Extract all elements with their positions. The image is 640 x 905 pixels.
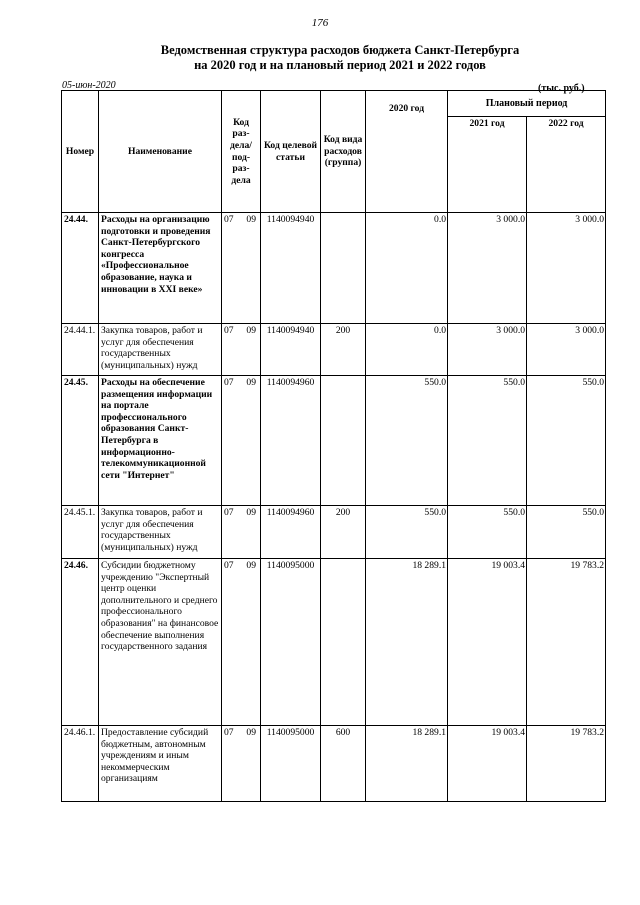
row-celevaya: 1140094940: [261, 213, 321, 324]
row-number: 24.44.1.: [62, 324, 99, 376]
row-vid: 600: [321, 726, 366, 802]
row-vid: [321, 376, 366, 506]
row-razdel: 07: [222, 376, 241, 506]
row-celevaya: 1140094960: [261, 376, 321, 506]
row-2021: 19 003.4: [448, 559, 527, 726]
row-2022: 550.0: [527, 376, 606, 506]
header-kod-celevoy: Код целевой статьи: [261, 91, 321, 213]
row-celevaya: 1140095000: [261, 726, 321, 802]
title-line-1: Ведомственная структура расходов бюджета Санкт-Петербурга: [160, 43, 520, 57]
row-2020: 550.0: [366, 376, 448, 506]
header-planovy-period: Плановый период: [448, 91, 606, 117]
row-razdel: 07: [222, 559, 241, 726]
row-2021: 3 000.0: [448, 324, 527, 376]
table-row: [62, 506, 606, 559]
header-number: Номер: [62, 91, 99, 213]
row-2021: 550.0: [448, 376, 527, 506]
title-line-2: на 2020 год и на плановый период 2021 и 2022 годов: [194, 58, 486, 72]
row-podrazdel: 09: [241, 324, 261, 376]
header-kod-vida: Код вида расходов (группа): [321, 91, 366, 213]
table-row: [62, 324, 606, 376]
unit-label: (тыс. руб.): [538, 83, 585, 94]
row-celevaya: 1140094960: [261, 506, 321, 559]
header-2021: 2021 год: [448, 117, 527, 213]
row-2022: 550.0: [527, 506, 606, 559]
row-name: Субсидии бюджетному учреждению "Экспертный центр оценки дополнительного и среднего профессионального образования" на финансовое обеспечение выполнения государственного задания: [99, 559, 222, 726]
budget-table: [61, 90, 606, 802]
table-row: [62, 559, 606, 726]
row-number: 24.45.: [62, 376, 99, 506]
row-2021: 19 003.4: [448, 726, 527, 802]
row-razdel: 07: [222, 213, 241, 324]
header-2020: 2020 год: [366, 91, 448, 213]
row-2020: 18 289.1: [366, 559, 448, 726]
row-number: 24.45.1.: [62, 506, 99, 559]
row-2021: 550.0: [448, 506, 527, 559]
row-number: 24.46.1.: [62, 726, 99, 802]
row-name: Предоставление субсидий бюджетным, автономным учреждениям и иным некоммерческим организациям: [99, 726, 222, 802]
row-podrazdel: 09: [241, 559, 261, 726]
row-2020: 550.0: [366, 506, 448, 559]
row-vid: 200: [321, 324, 366, 376]
document-title: [40, 43, 640, 73]
row-podrazdel: 09: [241, 726, 261, 802]
row-number: 24.46.: [62, 559, 99, 726]
row-vid: 200: [321, 506, 366, 559]
row-2022: 19 783.2: [527, 559, 606, 726]
table-row: [62, 726, 606, 802]
row-name: Закупка товаров, работ и услуг для обеспечения государственных (муниципальных) нужд: [99, 324, 222, 376]
header-kod-razdela: Код раз-дела/ под-раз-дела: [222, 91, 261, 213]
row-2020: 0.0: [366, 213, 448, 324]
row-name: Расходы на обеспечение размещения информации на портале профессионального образования Санкт-Петербурга в информационно-телекоммуникационной сети "Интернет": [99, 376, 222, 506]
row-razdel: 07: [222, 324, 241, 376]
row-2022: 19 783.2: [527, 726, 606, 802]
row-2022: 3 000.0: [527, 324, 606, 376]
row-razdel: 07: [222, 506, 241, 559]
row-2022: 3 000.0: [527, 213, 606, 324]
row-vid: [321, 213, 366, 324]
row-celevaya: 1140095000: [261, 559, 321, 726]
header-2022: 2022 год: [527, 117, 606, 213]
row-celevaya: 1140094940: [261, 324, 321, 376]
table-row: [62, 376, 606, 506]
row-razdel: 07: [222, 726, 241, 802]
document-date: 05-июн-2020: [62, 80, 116, 91]
row-podrazdel: 09: [241, 506, 261, 559]
row-name: Расходы на организацию подготовки и проведения Санкт-Петербургского конгресса «Профессиональное образование, наука и инновации в XXI веке»: [99, 213, 222, 324]
row-2020: 0.0: [366, 324, 448, 376]
row-number: 24.44.: [62, 213, 99, 324]
row-vid: [321, 559, 366, 726]
row-podrazdel: 09: [241, 376, 261, 506]
row-podrazdel: 09: [241, 213, 261, 324]
page-number: 176: [311, 17, 329, 29]
row-2020: 18 289.1: [366, 726, 448, 802]
table-row: [62, 213, 606, 324]
row-2021: 3 000.0: [448, 213, 527, 324]
header-name: Наименование: [99, 91, 222, 213]
row-name: Закупка товаров, работ и услуг для обеспечения государственных (муниципальных) нужд: [99, 506, 222, 559]
